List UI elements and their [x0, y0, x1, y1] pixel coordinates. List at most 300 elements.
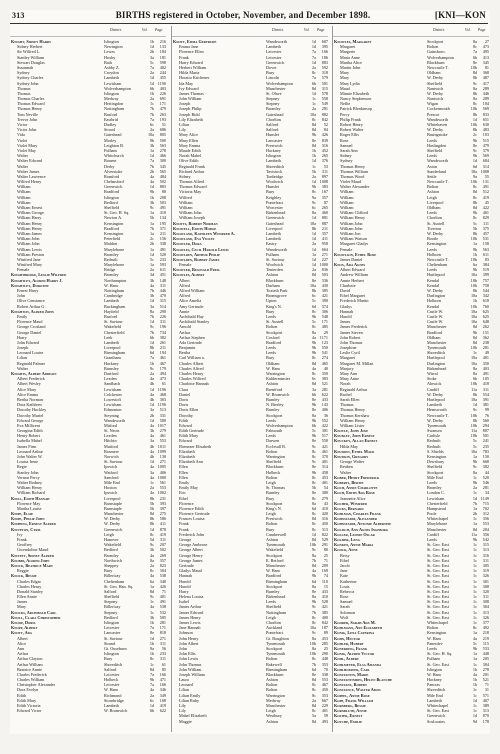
entry-district: Liverpool — [104, 495, 121, 501]
entry-district: Oldham — [427, 334, 441, 340]
entry-page: 312 — [482, 511, 489, 517]
entry-name: Bertha Norman — [17, 396, 43, 402]
entry-page: 513 — [159, 407, 166, 413]
entry-district: Wandsworth — [427, 116, 449, 122]
entry-volume: 10b — [470, 422, 477, 428]
entry-name: Archibald Hay — [179, 313, 204, 319]
volume-heading: Vol. — [465, 28, 471, 32]
entry-page: 313 — [321, 526, 328, 532]
entry-district: Kensington — [427, 454, 447, 459]
entry-district: Newcastle T. — [427, 179, 449, 185]
entry-district: Burnley — [266, 490, 280, 496]
entry-page: 274 — [321, 355, 328, 361]
entry-volume: 9c — [150, 324, 154, 330]
entry-volume: 5c — [473, 640, 477, 646]
entry-name: Alice Amelia — [179, 298, 202, 304]
entry-name: Edith Victoria — [17, 703, 41, 708]
entry-name: Kate — [340, 573, 348, 579]
entry-name: Victor — [17, 122, 28, 127]
entry-name: Koock, Anne — [334, 547, 358, 553]
entry-volume: 8b — [472, 127, 477, 133]
entry-name: Lilian Emily — [179, 692, 201, 698]
entry-volume: 8c — [312, 355, 316, 361]
entry-name: Walter — [340, 469, 352, 475]
entry-volume: 1d — [311, 236, 316, 242]
entry-page: 303 — [159, 396, 166, 402]
entry-district: Chorlton — [266, 116, 281, 122]
entry-volume: 8e — [312, 407, 316, 413]
entry-page: 314 — [321, 464, 328, 470]
entry-page: 71 — [484, 682, 489, 688]
entry-district: Bromley — [427, 485, 442, 491]
entry-volume: 1d — [472, 713, 477, 719]
entry-district: Bury — [266, 70, 275, 76]
entry-volume: 7b — [149, 313, 154, 319]
entry-district: Manchester — [266, 703, 286, 708]
entry-district: Lambeth — [104, 298, 119, 304]
entry-page: 881 — [321, 215, 328, 221]
entry-name: William George — [17, 210, 44, 216]
entry-name: Walter James — [17, 168, 40, 174]
entry-district: Oldham — [266, 360, 280, 366]
entry-volume: 8c — [473, 194, 477, 200]
entry-name: Knock, Bessie — [11, 573, 37, 579]
entry-district: Greenwich — [266, 215, 285, 221]
entry-volume: 1c — [473, 350, 477, 356]
entry-page: 538 — [159, 573, 166, 579]
entry-volume: 8b — [472, 230, 477, 236]
entry-page: 558 — [321, 96, 328, 102]
entry-name: James Steven — [340, 329, 363, 335]
entry-district: Dover — [266, 64, 277, 70]
entry-page: 450 — [321, 687, 328, 693]
entry-page: 410 — [321, 505, 328, 511]
entry-volume: 5c — [150, 59, 154, 65]
entry-volume: 10b — [470, 64, 477, 70]
entry-name: Knowles, Margaret — [334, 39, 372, 44]
entry-page: 651 — [482, 116, 489, 122]
entry-volume: 8e — [312, 137, 316, 143]
entry-district: W. Derby — [427, 230, 444, 236]
entry-name: James Edward — [179, 609, 204, 615]
entry-name: Thomas Wood — [340, 173, 365, 179]
entry-name: William Watson — [340, 236, 367, 242]
entry-name: Donald Stanley — [17, 588, 43, 594]
entry-volume: 9b — [311, 433, 316, 439]
entry-name: Harry — [17, 334, 27, 340]
entry-name: Elizabeth — [179, 454, 195, 459]
entry-volume: 8e — [312, 464, 316, 470]
entry-volume: 9b — [311, 313, 316, 319]
entry-name: Margaret — [340, 355, 356, 361]
entry-volume: 10a — [470, 272, 477, 278]
entry-district: Islington — [427, 666, 442, 672]
entry-volume: 2c — [473, 132, 477, 138]
entry-page: 320 — [482, 588, 489, 594]
entry-name: Benjamin — [179, 345, 196, 351]
entry-page: 70 — [323, 666, 328, 672]
entry-page: 622 — [159, 708, 166, 714]
entry-district: St. Austell — [266, 319, 284, 325]
entry-district: Kensington — [427, 241, 447, 247]
entry-name: Knopp, Albert — [11, 625, 38, 631]
entry-volume: 8d — [472, 324, 477, 330]
entry-volume: 8d — [311, 677, 316, 683]
entry-district: Wandsworth — [266, 39, 288, 44]
entry-district: Gateshead — [104, 132, 122, 138]
entry-volume: 3a — [150, 407, 154, 413]
entry-volume: 8a — [312, 210, 316, 216]
entry-district: Wolverhampton — [266, 422, 293, 428]
entry-page: 290 — [159, 308, 166, 314]
entry-volume: 8e — [312, 396, 316, 402]
entry-page: 611 — [482, 251, 489, 257]
entry-name: Wilfred — [179, 194, 192, 200]
entry-page: 1017 — [157, 422, 166, 428]
entry-volume: 1c — [473, 599, 477, 605]
entry-page: 453 — [321, 474, 328, 480]
entry-district: Lowestoft — [104, 396, 121, 402]
entry-page: 533 — [482, 645, 489, 651]
entry-name: Kohn, Hector — [334, 635, 361, 641]
entry-name: Lily Elizabeth — [179, 116, 203, 122]
entry-name: Maude Edith — [179, 147, 201, 153]
entry-volume: 4b — [149, 454, 154, 459]
entry-volume: 9c — [312, 459, 316, 465]
entry-district: Marylebone — [104, 262, 125, 268]
entry-name: Lilian Ruby — [179, 697, 200, 703]
entry-district: Bromley — [104, 272, 119, 278]
entry-name: Frederick John — [179, 531, 205, 537]
entry-volume: 1c — [150, 101, 154, 107]
entry-volume: 10a — [309, 111, 316, 117]
entry-page: 61 — [161, 381, 166, 387]
entry-page: 27 — [484, 39, 489, 44]
entry-volume: 7a — [312, 54, 316, 60]
entry-volume: 4a — [150, 474, 154, 480]
entry-volume: 1b — [149, 640, 154, 646]
entry-volume: 1a — [473, 630, 477, 636]
entry-name: Konstanz, Robert — [334, 682, 368, 688]
entry-page: 563 — [159, 142, 166, 148]
entry-page: 418 — [482, 381, 489, 387]
entry-page: 829 — [482, 215, 489, 221]
entry-name: Sarah — [340, 604, 350, 610]
entry-name: William — [340, 194, 354, 200]
entry-volume: 6b — [149, 85, 154, 91]
entry-page: 304 — [159, 568, 166, 574]
entry-volume: 7a — [150, 116, 154, 122]
entry-district: Sheppey — [104, 562, 119, 568]
entry-name: Philip Frank — [340, 116, 361, 122]
entry-volume: 1b — [472, 682, 477, 688]
entry-volume: 6d — [472, 163, 477, 169]
entry-volume: 8b — [149, 495, 154, 501]
entry-page: 80 — [161, 189, 166, 195]
entry-page: 502 — [159, 547, 166, 553]
entry-page: 311 — [159, 640, 166, 646]
entry-name: Violet Maud — [340, 179, 362, 185]
entry-district: Blackburn — [427, 59, 445, 65]
entry-volume: 8c — [312, 479, 316, 485]
entry-name: Stanley John — [17, 469, 39, 475]
entry-district: Alverstoke — [104, 168, 123, 174]
entry-name: Rose — [340, 137, 349, 143]
entry-name: Koberts, Bertie — [334, 479, 364, 485]
entry-volume: 4a — [150, 282, 154, 288]
entry-name: Knowles, Albert — [173, 272, 205, 278]
entry-district: Bury — [266, 355, 275, 361]
entry-district: Burnley — [266, 588, 280, 594]
page-heading: Page — [155, 28, 163, 32]
entry-name: Richard Arthur — [179, 168, 205, 174]
entry-name: George Ambrose — [179, 542, 208, 548]
page-header — [12, 10, 486, 22]
entry-page: 664 — [321, 246, 328, 252]
entry-name: Gladys Maud — [179, 568, 202, 574]
entry-name: Isabel — [179, 599, 189, 605]
entry-volume: 4a — [150, 464, 154, 470]
entry-volume: 6c — [150, 122, 154, 127]
entry-page: 453 — [321, 635, 328, 641]
entry-volume: 7b — [311, 557, 316, 563]
entry-name: Henry Robert — [17, 433, 40, 439]
entry-district: Leicester — [266, 54, 282, 60]
entry-page: 34 — [484, 490, 489, 496]
entry-name: Kohlmann, Ann Elizabeth — [334, 625, 382, 631]
entry-district: Oldham — [427, 205, 441, 210]
entry-name: Eva Millicent — [17, 422, 40, 428]
entry-district: Bury — [266, 495, 275, 501]
entry-page: 389 — [482, 703, 489, 708]
entry-volume: 8b — [311, 225, 316, 231]
entry-district: Cardiff — [427, 386, 440, 392]
entry-page: 316 — [321, 142, 328, 148]
entry-name: Reginald Palmer — [17, 360, 46, 366]
entry-district: Wandsworth — [427, 158, 449, 164]
entry-volume: 8d — [149, 666, 154, 672]
entry-name: Knotts, Robert Norman — [173, 220, 218, 226]
entry-page: 460 — [321, 210, 328, 216]
entry-district: St. Saviour — [266, 256, 285, 262]
entry-district: Kensington — [104, 220, 124, 226]
entry-volume: 1c — [473, 547, 477, 553]
entry-district: Stockport — [266, 329, 283, 335]
entry-volume: 1d — [472, 697, 477, 703]
entry-name: Knowland, Kathleen Winifred A. — [173, 230, 235, 236]
entry-volume: 9b — [472, 537, 477, 542]
entry-name: Walter — [17, 365, 29, 371]
entry-page: 503 — [321, 272, 328, 278]
entry-page: 377 — [482, 620, 489, 625]
entry-name: Geoffrey — [17, 542, 33, 548]
entry-name: Margaret M. Millan — [340, 360, 374, 366]
entry-volume: 4a — [473, 635, 477, 641]
entry-name: Kornberg, Bessie — [334, 703, 366, 708]
entry-district: Ashton — [266, 537, 279, 542]
entry-volume: 10b — [309, 542, 316, 548]
entry-name: Koppel, Annie Rose — [334, 692, 370, 698]
entry-name: Edith Mary — [17, 697, 37, 703]
entry-volume: 6c — [312, 205, 316, 210]
entry-name: John Walter W. — [17, 454, 43, 459]
entry-district: St. Geo. Han. Sq. — [104, 583, 134, 589]
page-heading: Page — [478, 28, 486, 32]
entry-page: 294 — [482, 422, 489, 428]
entry-page: 211 — [159, 345, 166, 351]
entry-name: Arthur — [17, 651, 29, 657]
entry-district: Panerdev — [427, 640, 443, 646]
entry-volume: 9b — [311, 132, 316, 138]
entry-volume: 8d — [472, 205, 477, 210]
entry-volume: 1b — [149, 90, 154, 96]
entry-volume: 10b — [470, 345, 477, 351]
entry-volume: 8a — [473, 371, 477, 376]
entry-district: St. Geo. East — [427, 614, 449, 620]
entry-name: James — [340, 319, 351, 325]
entry-page: 760 — [482, 303, 489, 309]
entry-page: 99 — [484, 407, 489, 413]
entry-district: Lambeth — [266, 44, 281, 50]
entry-page: 313 — [482, 708, 489, 714]
entry-district: Bury — [266, 308, 275, 314]
entry-volume: 9b — [311, 599, 316, 605]
entry-page: 84 — [323, 127, 328, 133]
entry-district: Prestwich — [266, 142, 283, 148]
entry-district: Bootle — [427, 236, 439, 242]
entry-page: 357 — [321, 230, 328, 236]
entry-volume: 5b — [472, 225, 477, 231]
entry-name: Mary Anne — [340, 376, 359, 382]
entry-name: Arthur Clayton — [17, 656, 43, 662]
entry-district: Maldon — [104, 241, 118, 247]
entry-volume: 8c — [312, 511, 316, 517]
entry-name: Thomas Alfred — [179, 179, 205, 185]
entry-district: Bakewell — [266, 661, 282, 667]
entry-name: Ethel — [179, 495, 188, 501]
entry-district: Bradford — [104, 225, 120, 231]
entry-name: Frederick Martin — [340, 298, 369, 304]
entry-name: Sydney — [17, 70, 30, 76]
entry-volume: 6b — [311, 422, 316, 428]
entry-district: Leek — [104, 334, 113, 340]
entry-page: 878 — [159, 526, 166, 532]
entry-district: Birkenhead — [266, 210, 286, 216]
entry-page: 403 — [159, 85, 166, 91]
entry-name: William Lewis — [17, 246, 42, 252]
entry-volume: 1d — [311, 90, 316, 96]
entry-page: 411 — [321, 236, 328, 242]
entry-page: 553 — [159, 485, 166, 491]
entry-volume: 8c — [312, 308, 316, 314]
entry-page: 514 — [159, 303, 166, 309]
entry-district: Islington — [266, 153, 281, 159]
entry-volume: 8d — [472, 339, 477, 345]
entry-name: Kohnstamm, Antonie Albertine — [334, 521, 392, 527]
entry-name: Dorothy Hockley — [17, 407, 47, 413]
entry-volume: 10b — [470, 256, 477, 262]
entry-volume: 6d — [311, 666, 316, 672]
entry-district: Medway — [104, 96, 119, 102]
header-rule — [10, 23, 488, 24]
entry-volume: 8e — [150, 630, 154, 636]
entry-name: Lilian — [17, 355, 28, 361]
entry-list — [172, 39, 328, 724]
entry-volume: 3b — [149, 199, 154, 205]
entry-volume: 9d — [472, 718, 477, 724]
entry-district: Warrington — [266, 692, 285, 698]
entry-page: 897 — [321, 173, 328, 179]
entry-name: William John — [340, 220, 363, 226]
entry-volume: 2b — [472, 511, 477, 517]
entry-page: 419 — [159, 531, 166, 537]
entry-volume: 8a — [312, 412, 316, 418]
entry-district: Bridge — [104, 267, 116, 273]
entry-page: 401 — [159, 594, 166, 600]
entry-district: Holborn — [427, 298, 441, 304]
entry-name: Emily — [17, 313, 28, 319]
entry-page: 208 — [159, 194, 166, 200]
entry-name: Robert Henry — [340, 122, 363, 127]
entry-district: St. Geo. East — [427, 594, 449, 600]
entry-page: 74 — [323, 573, 328, 579]
entry-district: W. Ham — [104, 687, 118, 693]
entry-district: Hartlepool — [427, 355, 445, 361]
entry-name: Annie — [179, 308, 190, 314]
entry-volume: 1a — [473, 454, 477, 459]
entry-name: Lily — [179, 703, 186, 708]
entry-name: Knocks, Archibald Carl — [11, 609, 57, 615]
entry-district: Bolton — [266, 521, 278, 527]
entry-volume: 9c — [473, 147, 477, 153]
entry-name: Edward Victor — [17, 708, 42, 714]
entry-district: Whitechapel — [427, 620, 449, 625]
entry-name: Arthur William — [17, 661, 43, 667]
entry-page: 375 — [482, 225, 489, 231]
entry-page: 407 — [482, 697, 489, 703]
entry-volume: 6d — [311, 505, 316, 511]
entry-district: Croydon — [104, 70, 119, 76]
entry-district: Lambeth — [266, 230, 281, 236]
entry-district: Toxteth Park — [266, 288, 288, 293]
entry-name: Leonard — [179, 682, 193, 688]
entry-page: 227 — [321, 256, 328, 262]
entry-page: 492 — [482, 625, 489, 631]
entry-district: Billericay — [104, 604, 121, 610]
entry-district: Leicester — [104, 671, 120, 677]
entry-page: 216 — [159, 39, 166, 44]
entry-volume: 9b — [311, 184, 316, 190]
entry-page: 271 — [159, 459, 166, 465]
entry-volume: 3b — [149, 142, 154, 148]
entry-volume: 1b — [149, 651, 154, 657]
entry-name: Doris — [179, 402, 189, 408]
entry-page: 289 — [482, 85, 489, 91]
entry-volume: 10b — [470, 303, 477, 309]
entry-district: E. Retford — [266, 557, 284, 563]
entry-name: Jacob — [340, 562, 350, 568]
entry-name: John — [17, 293, 25, 299]
entry-district: Bradford — [104, 189, 120, 195]
entry-volume: 1c — [473, 474, 477, 480]
entry-page: 565 — [159, 168, 166, 174]
entry-district: Castle W. — [427, 313, 444, 319]
entry-district: W. Derby — [104, 516, 121, 522]
entry-district: Gainsboro. — [427, 49, 446, 55]
page-title: BIRTHS registered in October, November, and December 1898. — [115, 10, 371, 20]
entry-page: 262 — [482, 324, 489, 330]
entry-page: 371 — [159, 225, 166, 231]
